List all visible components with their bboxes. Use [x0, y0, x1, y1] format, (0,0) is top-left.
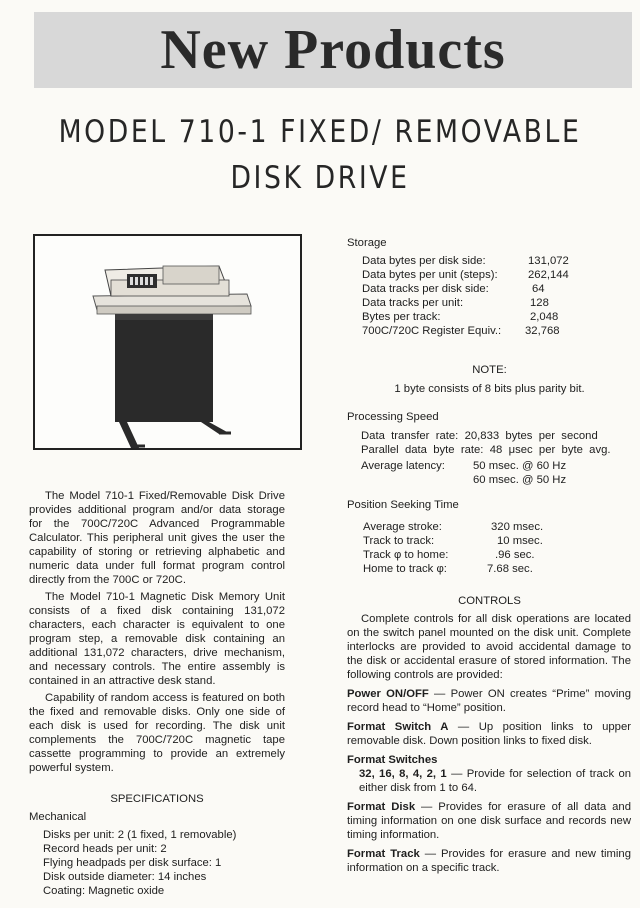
storage-label: Data bytes per unit (steps):: [362, 269, 498, 281]
mechanical-list: [43, 828, 299, 898]
product-title-line-1: MODEL 710-1 FIXED/ REMOVABLE: [58, 114, 582, 150]
controls-intro: Complete controls for all disk operations are located on the switch panel mounted on the disk unit. Complete interlocks are provided to avoid accidental damage to the disk or accidental erasure of stored information. The following controls are provided:: [347, 613, 631, 681]
note-heading: NOTE:: [472, 364, 507, 376]
seeking-table: [363, 520, 583, 576]
seeking-value: 10 msec.: [497, 535, 543, 547]
seeking-label: Track φ to home:: [363, 549, 449, 561]
control-item: [347, 720, 631, 748]
spec-line: Flying headpads per disk surface: 1: [43, 857, 222, 869]
control-desc: — Up position links to upper removable disk. Down position links to fixed disk.: [347, 721, 632, 747]
format-switches-title: Format Switches: [347, 754, 438, 766]
control-item: [347, 767, 631, 795]
seeking-label: Home to track φ:: [363, 563, 447, 575]
storage-value: 32,768: [525, 325, 560, 337]
storage-value: 64: [532, 283, 545, 295]
storage-value: 131,072: [528, 255, 569, 267]
product-title-line-2: DISK DRIVE: [230, 160, 410, 196]
control-name: Format Track: [347, 848, 420, 860]
disk-drive-illustration: [35, 236, 300, 448]
mechanical-heading: Mechanical: [29, 811, 87, 823]
intro-paragraph: Capability of random access is featured on both the fixed and removable disks. Only one side of each disk is used for recording. The disk unit complements the 700C/720C magnetic tape cassette programming to provide an extremely powerful system.: [29, 692, 285, 774]
seeking-row: [363, 520, 583, 534]
section-banner: [34, 12, 632, 88]
processing-heading: Processing Speed: [347, 411, 439, 423]
storage-row: [362, 254, 622, 268]
spec-line: Record heads per unit: 2: [43, 843, 167, 855]
spec-line: Disks per unit: 2 (1 fixed, 1 removable): [43, 829, 237, 841]
seeking-row: [363, 562, 583, 576]
note-text: 1 byte consists of 8 bits plus parity bit.: [394, 383, 585, 395]
control-name: Format Switch A: [347, 721, 449, 733]
storage-row: [362, 282, 622, 296]
control-desc: — Provide for selection of track on either disk from 1 to 64.: [359, 768, 632, 794]
specifications-heading: SPECIFICATIONS: [110, 793, 204, 805]
seeking-value: 7.68 sec.: [487, 563, 533, 575]
storage-row: [362, 268, 622, 282]
processing-line: Data transfer rate: 20,833 bytes per second: [361, 430, 598, 442]
seeking-label: Average stroke:: [363, 521, 442, 533]
seeking-heading: Position Seeking Time: [347, 499, 459, 511]
seeking-value: 320 msec.: [491, 521, 544, 533]
control-name: 32, 16, 8, 4, 2, 1: [359, 768, 447, 780]
storage-label: Data tracks per disk side:: [362, 283, 489, 295]
storage-row: [362, 310, 622, 324]
spec-line: Disk outside diameter: 14 inches: [43, 871, 207, 883]
seeking-label: Track to track:: [363, 535, 435, 547]
seeking-value: .96 sec.: [495, 549, 535, 561]
format-switches-heading: [347, 753, 631, 767]
spec-line: Coating: Magnetic oxide: [43, 885, 165, 897]
latency-value: 60 msec. @ 50 Hz: [473, 474, 567, 486]
control-name: Format Disk: [347, 801, 416, 813]
banner-title: New Products: [160, 19, 506, 81]
storage-label: Data bytes per disk side:: [362, 255, 486, 267]
seeking-row: [363, 548, 583, 562]
storage-row: [362, 324, 622, 338]
intro-paragraph: The Model 710-1 Magnetic Disk Memory Unit consists of a fixed disk containing 131,072 characters, each character is equivalent to one program step, a removable disk containing an additional 131,072 characters, drive mechanism, and necessary controls. The entire assembly is contained in an attractive desk stand.: [29, 591, 285, 687]
latency-label: Average latency:: [361, 460, 445, 472]
storage-table: [362, 254, 622, 338]
control-desc: — Power ON creates “Prime” moving record head to “Home” position.: [347, 688, 631, 714]
storage-label: Bytes per track:: [362, 311, 441, 323]
storage-label: Data tracks per unit:: [362, 297, 464, 309]
control-item: [347, 847, 631, 875]
storage-value: 128: [530, 297, 549, 309]
storage-value: 2,048: [530, 311, 559, 323]
latency-row: [361, 459, 631, 486]
product-photo: [33, 234, 302, 450]
intro-paragraph: The Model 710-1 Fixed/Removable Disk Drive provides additional program and/or data storage for the 700C/720C Advanced Programmable Calculator. This peripheral unit gives the user the capability of storing or retrieving alphabetic and numeric data under full format program control directly from the 700C or 720C.: [29, 490, 285, 586]
storage-heading: Storage: [347, 237, 387, 249]
storage-label: 700C/720C Register Equiv.:: [362, 325, 502, 337]
control-item: [347, 687, 631, 715]
processing-line: Parallel data byte rate: 48 μsec per byte avg.: [361, 444, 611, 456]
storage-row: [362, 296, 622, 310]
control-desc: — Provides for erasure of all data and timing information on one disk surface and records new timing information.: [347, 801, 631, 841]
latency-value: 50 msec. @ 60 Hz: [473, 460, 567, 472]
controls-section: [347, 612, 631, 875]
control-name: Power ON/OFF: [347, 688, 429, 700]
intro-text: [29, 489, 285, 775]
seeking-row: [363, 534, 583, 548]
control-item: [347, 800, 631, 842]
storage-value: 262,144: [528, 269, 569, 281]
control-desc: — Provides for erasure and new timing information on a specific track.: [347, 848, 631, 874]
controls-heading: CONTROLS: [458, 595, 521, 607]
